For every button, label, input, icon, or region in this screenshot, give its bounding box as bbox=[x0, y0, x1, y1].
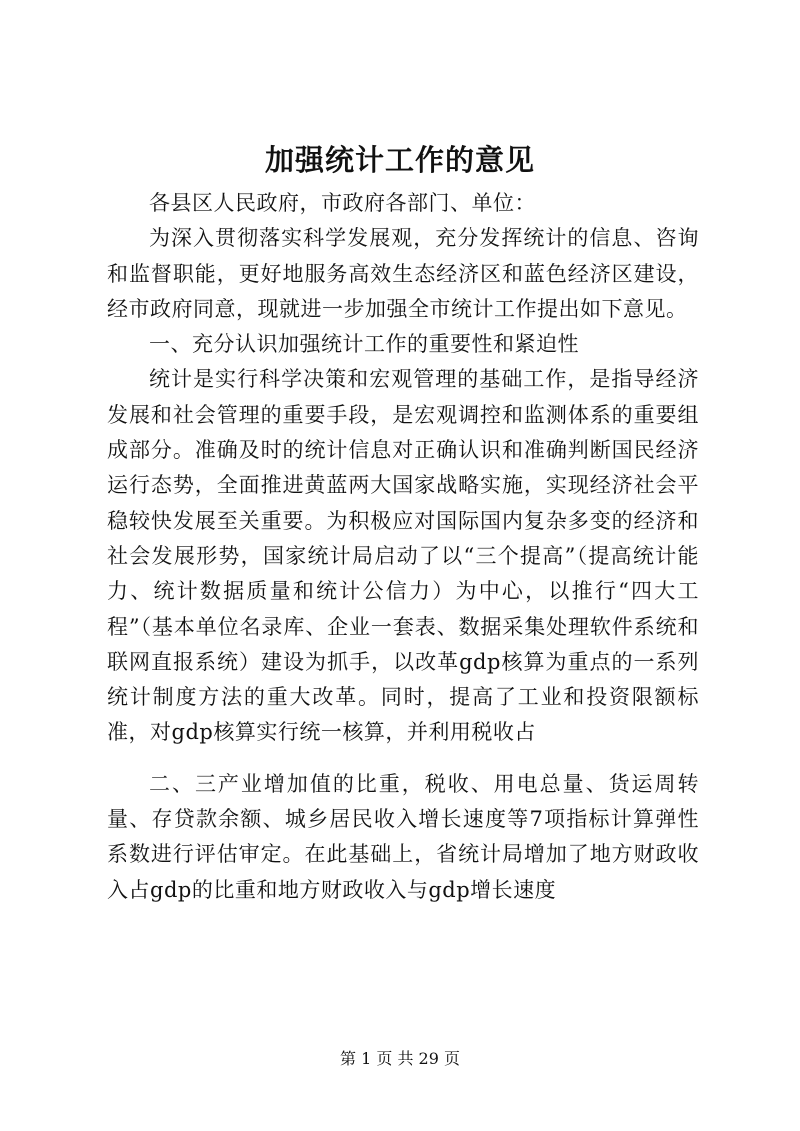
body-paragraph: 二、三产业增加值的比重，税收、用电总量、货运周转量、存贷款余额、城乡居民收入增长速度等7项指标计算弹性系数进行评估审定。在此基础上，省统计局增加了地方财政收入占gdp的比重和地方财政收入与gdp增长速度 bbox=[107, 771, 699, 902]
section-heading: 一、充分认识加强统计工作的重要性和紧迫性 bbox=[149, 332, 579, 357]
document-body bbox=[107, 186, 699, 908]
salutation-paragraph: 各县区人民政府，市政府各部门、单位： bbox=[149, 191, 536, 215]
page-number-footer: 第 1 页 共 29 页 bbox=[340, 1049, 460, 1068]
document-title: 加强统计工作的意见 bbox=[264, 143, 535, 177]
body-paragraph: 统计是实行科学决策和宏观管理的基础工作，是指导经济发展和社会管理的重要手段，是宏观调控和监测体系的重要组成部分。准确及时的统计信息对正确认识和准确判断国民经济运行态势，全面推进黄蓝两大国家战略实施，实现经济社会平稳较快发展至关重要。为积极应对国际国内复杂多变的经济和社会发展形势，国家统计局启动了以“三个提高”（提高统计能力、统计数据质量和统计公信力）为中心，以推行“四大工程”（基本单位名录库、企业一套表、数据采集处理软件系统和联网直报系统）建设为抓手，以改革gdp核算为重点的一系列统计制度方法的重大改革。同时，提高了工业和投资限额标准，对gdp核算实行统一核算，并利用税收占 bbox=[107, 367, 699, 745]
intro-paragraph: 为深入贯彻落实科学发展观，充分发挥统计的信息、咨询和监督职能，更好地服务高效生态经济区和蓝色经济区建设，经市政府同意，现就进一步加强全市统计工作提出如下意见。 bbox=[107, 226, 699, 321]
